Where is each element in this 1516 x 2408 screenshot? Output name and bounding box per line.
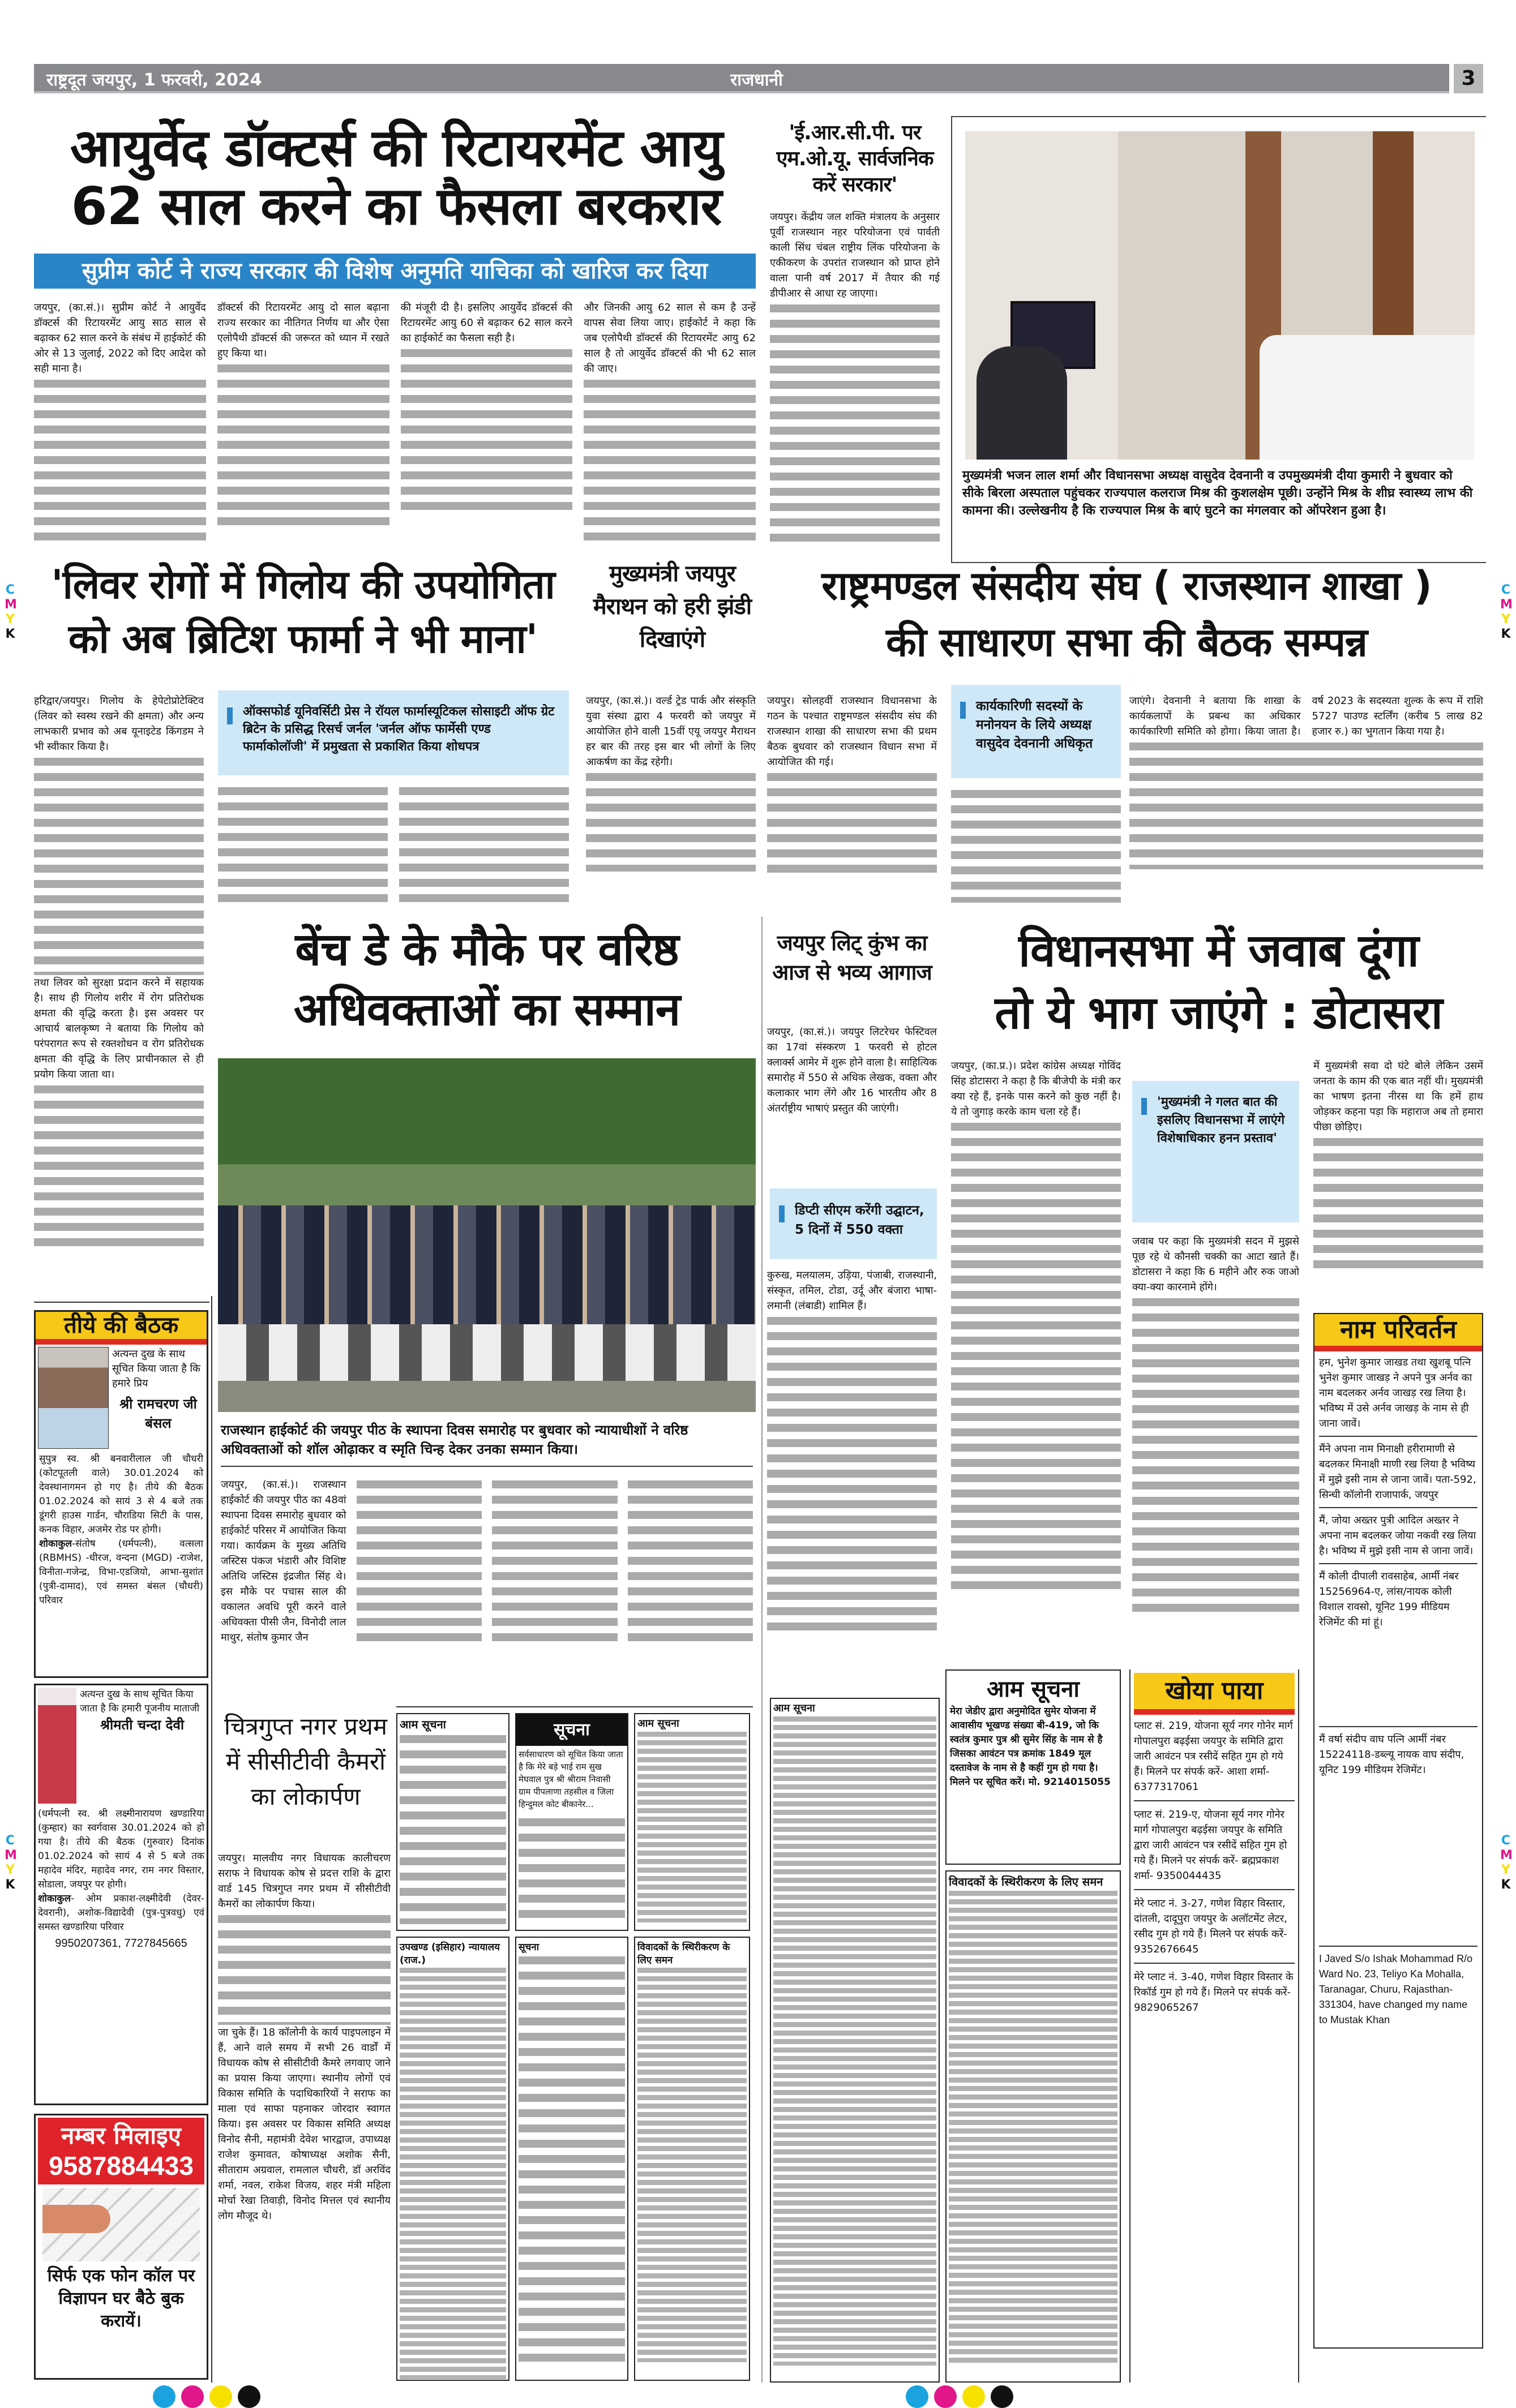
- giloy-headline-line-1: 'लिवर रोगों में गिलोय की उपयोगिता: [51, 561, 555, 608]
- notice-title: सूचना: [519, 1942, 539, 1953]
- cmyk-registration-mark: C M Y K: [1500, 1834, 1513, 1892]
- column-rule: [211, 1296, 212, 2383]
- cctv-body-text: जयपुर। मालवीय नगर विधायक कालीचरण सराफ ने विधायक कोष से प्रदत्त राशि के द्वारा वार्ड 145 चित्रगुप्त नगर प्रथम में सीसीटीवी कैमरों का लोकार्पण किया।: [218, 1852, 391, 1910]
- notice-title: विवादकों के स्थिरीकरण के लिए समन: [637, 1942, 730, 1966]
- cpa-callout: कार्यकारिणी सदस्यों के मनोनयन के लिये अध्यक्ष वासुदेव देवनानी अधिकृत: [951, 685, 1121, 778]
- cpa-body-text-2: जाएंगे। देवनानी ने बताया कि शाखा के कार्यकलापों के प्रबन्ध का अधिकार कार्यकारिणी समिति को होगा। किया जाता है। वर्ष 2023 के सदस्यता शुल्क के रूप में राशि 5727 पाउण्ड स्टर्लिंग (करीब 5 लाख 82 हजार रु.) का भुगतान किया गया है।: [1129, 695, 1483, 737]
- dateline: राष्ट्रदूत जयपुर, 1 फरवरी, 2024: [46, 70, 262, 90]
- obituary-name: श्रीमती चन्दा देवी: [100, 1717, 185, 1733]
- cyan-dot: [153, 2385, 175, 2408]
- governor-hospital-photo: [965, 131, 1475, 460]
- finger-icon: [42, 2205, 110, 2233]
- lead-headline: [34, 119, 759, 235]
- bench-body: [221, 1477, 753, 1647]
- notice-title: आम सूचना: [637, 1718, 679, 1729]
- magenta-dot: [181, 2385, 204, 2408]
- aam-suchna-title: आम सूचना: [987, 1676, 1080, 1702]
- name-change-notice: I Javed S/o Ishak Mohammad R/o Ward No. 23, Teliyo Ka Mohalla, Taranagar, Churu, Rajasthan-331304, have changed my name to Mustak Khan: [1319, 1953, 1473, 2025]
- name-change-title: नाम परिवर्तन: [1314, 1314, 1482, 1351]
- giloy-headline-line-2: को अब ब्रिटिश फार्मा ने भी माना': [68, 616, 538, 662]
- dotasra-body-text: जयपुर, (का.प्र.)। प्रदेश कांग्रेस अध्यक्ष गोविंद सिंह डोटासरा ने कहा है कि बीजेपी के मंत्री कर क्या रहे हैं, इनके पास करने को कुछ नहीं है। ये तो जुगाड़ करके काम चला रहे हैं।: [951, 1060, 1121, 1118]
- dotasra-headline-line-1: विधानसभा में जवाब दूंगा: [1018, 924, 1419, 977]
- mourners-label: शोकाकुल: [38, 1893, 71, 1904]
- notice-title: सूचना: [516, 1714, 627, 1746]
- notice-text: सर्वसाधारण को सूचित किया जाता है कि मेरे बड़े भाई राम सुख मेघवाल पुत्र श्री श्रीराम निवासी ग्राम पीपलाणा तहसील व जिला हिन्दुमल कोट बीकानेर...: [519, 1749, 623, 1809]
- mourners-label: शोकाकुल: [39, 1538, 72, 1549]
- lost-found-notice: मेरे प्लाट नं. 3-40, गणेश विहार विस्तार के रिकॉर्ड गुम हो गये हैं। मिलने पर संपर्क करें- 9829065267: [1134, 1971, 1294, 2014]
- dotasra-body-text-2: में मुख्यमंत्री सवा दो घंटे बोले लेकिन उसमें जनता के काम की एक बात नहीं थी। मुख्यमंत्री का भाषण इतना नीरस था कि हमें हाथ जोड़कर कहना पड़ा कि महाराज अब तो हमारा पीछा छोड़िए।: [1313, 1060, 1483, 1133]
- obituary-intro: अत्यन्त दुख के साथ सूचित किया जाता है कि हमारे प्रिय: [112, 1348, 200, 1389]
- litkumbh-body-text-2: कुरुख, मलयालम, उड़िया, पंजाबी, राजस्थानी, संस्कृत, तमिल, टोडा, उर्दू और बंजारा भाषा-लमानी (लंबाडी) शामिल हैं।: [767, 1269, 937, 1312]
- cctv-body: [218, 1851, 391, 2383]
- name-change-notice: हम, भुनेश कुमार जाखड तथा खुशबू पत्नि भुनेश कुमार जाखड़ ने अपने पुत्र अर्नव का नाम बदलकर अर्नव जाखड़ रख लिया है। भविष्य में उसे अर्नव जाखड़ के नाम से ही जाना जावें।: [1319, 1355, 1478, 1437]
- giloy-headline: [34, 557, 572, 666]
- notice-title: आम सूचना: [773, 1702, 815, 1714]
- person-figure: [977, 346, 1067, 460]
- obituary-photo: [38, 1347, 109, 1449]
- notice: [515, 1937, 628, 2381]
- notice-column: [770, 1698, 940, 2383]
- mourners-list: -संतोष (धर्मपत्नी), वत्सला (RBMHS) -धीरज, वन्दना (MGD) -राजेश, विनीता-गजेन्द्र, विभा-एडजियो, आभा-सुशांत (पुत्री-दामाद), एवं समस्त बंसल (चौधरी) परिवार: [39, 1538, 203, 1606]
- yellow-dot: [962, 2385, 985, 2408]
- lead-body-paragraph: और जिनकी आयु 62 साल से कम है उन्हें वापस सेवा लिया जाए। हाईकोर्ट ने कहा कि जब एलोपैथी डॉक्टर्स की रिटायरमेंट आयु 62 साल है तो आयुर्वेद डॉक्टर्स की भी 62 साल की जाए।: [584, 302, 756, 375]
- yellow-dot: [209, 2385, 232, 2408]
- litkumbh-callout: डिप्टी सीएम करेंगी उद्घाटन, 5 दिनों में 550 वक्ता: [770, 1188, 937, 1259]
- cpa-body-2: [1129, 693, 1483, 903]
- litkumbh-body-2: [767, 1268, 937, 1644]
- dotasra-body-2: [1313, 1058, 1483, 1307]
- cpa-headline: [767, 557, 1486, 671]
- cpa-headline-line-1: राष्ट्रमण्डल संसदीय संघ ( राजस्थान शाखा ): [821, 563, 1432, 609]
- section-name: राजधानी: [730, 70, 783, 90]
- keypad-image: [42, 2188, 200, 2261]
- giloy-callout: ऑक्सफोर्ड यूनिवर्सिटी प्रेस ने रॉयल फार्मास्यूटिकल सोसाइटी ऑफ ग्रेट ब्रिटेन के प्रसिद्ध रिसर्च जर्नल 'जर्नल ऑफ फार्मेसी एण्ड फार्माकोलॉजी' में प्रमुखता से प्रकाशित किया शोधपत्र: [218, 690, 569, 775]
- giloy-body-col: [34, 693, 204, 1293]
- notice: [634, 1937, 750, 2381]
- page-number: 3: [1454, 64, 1483, 93]
- notice: [634, 1713, 750, 1931]
- cmyk-registration-mark: C M Y K: [5, 583, 17, 641]
- black-dot: [238, 2385, 260, 2408]
- bench-photo-caption: राजस्थान हाईकोर्ट की जयपुर पीठ के स्थापना दिवस समारोह पर बुधवार को न्यायाधीशों ने वरिष्ठ अधिवक्ताओं को शॉल ओढ़ाकर व स्मृति चिन्ह देकर उनका सम्मान किया।: [221, 1422, 688, 1457]
- dotasra-body-text-3: जवाब पर कहा कि मुख्यमंत्री सदन में मुझसे पूछ रहे थे कौनसी चक्की का आटा खाते हैं। डोटासरा ने कहा कि 6 महीने और रुक जाओ क्या-क्या कारनामे होंगे।: [1132, 1235, 1299, 1293]
- marathon-body-text: जयपुर, (का.सं.)। वर्ल्ड ट्रेड पार्क और संस्कृति युवा संस्था द्वारा 4 फरवरी को जयपुर में आयोजित होने वाली 15वीं एयू जयपुर मैराथन हर बार की तरह इस बार भी लोगों के लिए आकर्षण का केंद्र रहेगी।: [586, 695, 756, 768]
- magenta-dot: [934, 2385, 957, 2408]
- page-header-bar: [34, 64, 1449, 93]
- name-change-notice: मैं वर्षा संदीप वाघ पत्नि आर्मी नंबर 15224118-डब्ल्यू नायक वाघ संदीप, यूनिट 199 मीडियम रेजिमेंट।: [1319, 1732, 1478, 1947]
- lost-found-title: खोया पाया: [1134, 1673, 1295, 1715]
- obituary-phones: 9950207361, 7727845665: [55, 1937, 187, 1950]
- dotasra-headline: [951, 920, 1486, 1044]
- cyan-dot: [906, 2385, 928, 2408]
- name-change-section: [1313, 1313, 1483, 2349]
- notice: [396, 1937, 509, 2381]
- litkumbh-headline: जयपुर लिट् कुंभ का आज से भव्य आगाज: [772, 930, 932, 985]
- booking-ad: [34, 2114, 208, 2380]
- ad-tagline: सिर्फ एक फोन कॉल पर विज्ञापन घर बैठे बुक करायें।: [47, 2266, 195, 2331]
- aam-suchna-notice: [945, 1669, 1121, 1865]
- black-dot: [991, 2385, 1013, 2408]
- name-change-notice: मैं, जोया अख्तर पुत्री आदिल अख्तर ने अपना नाम बदलकर जोया नकवी रख लिया है। भविष्य में मुझे इसी नाम से जाना जावें।: [1319, 1513, 1478, 1564]
- aam-suchna-text: मेरा जेडीए द्वारा अनुमोदित सुमेर योजना में आवासीय भूखण्ड संख्या बी-419, जो कि स्वतंत्र कुमार पुत्र श्री सुमेर सिंह के नाम से है जिसका आवंटन पत्र क्रमांक 1849 मूल दस्तावेज के नाम से है कहीं गुम हो गया है। मिलने पर सूचित करें। मो. 9214015055: [950, 1706, 1111, 1788]
- bench-group-photo: [218, 1058, 756, 1412]
- cctv-headline: चित्रगुप्त नगर प्रथम में सीसीटीवी कैमरों का लोकार्पण: [224, 1712, 387, 1810]
- lead-headline-line-1: आयुर्वेद डॉक्टर्स की रिटायरमेंट आयु: [70, 118, 723, 178]
- lead-body-paragraph: जयपुर, (का.सं.)। सुप्रीम कोर्ट ने आयुर्वेद डॉक्टर्स की रिटायरमेंट आयु साठ साल से बढ़ाकर 62 साल करने के संबंध में हाईकोर्ट की ओर से 13 जुलाई, 2022 को दिए आदेश को सही माना है।: [34, 302, 206, 375]
- marathon-body: [586, 693, 756, 903]
- cmyk-registration-mark: C M Y K: [1500, 583, 1513, 641]
- marathon-headline: मुख्यमंत्री जयपुर मैराथन को हरी झंडी दिखाएंगे: [593, 561, 752, 653]
- mourners-list: - ओम प्रकाश-लक्ष्मीदेवी (देवर-देवरानी), अशोक-विद्यादेवी (पुत्र-पुत्रवधु) एवं समस्त खण्डारिया परिवार: [38, 1893, 204, 1933]
- ercp-headline: 'ई.आर.सी.पी. पर एम.ओ.यू. सार्वजनिक करें सरकार': [776, 121, 933, 196]
- lost-found-notice: प्लाट सं. 219, योजना सूर्य नगर गोनेर मार्ग गोपालपुरा बढ़ईसा जयपुर के समिति द्वारा जारी आवंटन पत्र रसीदें सहित गुम हो गये हैं। मिलने पर संपर्क करें- आशा शर्मा- 6377317061: [1134, 1718, 1295, 1801]
- cctv-body-text-2: जा चुके हैं। 18 कॉलोनी के कार्य पाइपलाइन में हैं, आने वाले समय में सभी 26 वार्डों में विधायक कोष से सीसीटीवी कैमरे लगवाए जाने का प्रयास किया जाएगा। स्थानीय लोगों एवं विकास समिति के पदाधिकारियों ने सराफ का माला एवं साफा पहनाकर जोरदार स्वागत किया। इस अवसर पर विकास समिति अध्यक्ष विनोद सैनी, महामंत्री देवेश भारद्वाज, उपाध्यक्ष राजेश कुमावत, कोषाध्यक्ष अशोक सैनी, सीताराम अग्रवाल, रामलाल चौधरी, डॉ अरविंद शर्मा, नवल, राकेश विजय, शहर मंत्री महिला मोर्चा रेखा तिवाड़ी, विनोद मित्तल एवं स्थानीय लोग मौजूद थे।: [218, 2027, 391, 2222]
- bench-headline-line-1: बेंच डे के मौके पर वरिष्ठ: [295, 923, 679, 976]
- obituary-title: तीये की बैठक: [36, 1312, 207, 1345]
- top-photo-caption: मुख्यमंत्री भजन लाल शर्मा और विधानसभा अध्यक्ष वासुदेव देवनानी व उपमुख्यमंत्री दीया कुमारी ने बुधवार को सीके बिरला अस्पताल पहुंचकर राज्यपाल कलराज मिश्र की कुशलक्षेम पूछी। उन्होंने मिश्र के शीघ्र स्वास्थ्य लाभ की कामना की। उल्लेखनीय है कि राज्यपाल मिश्र के बाएं घुटने का मंगलवार को ऑपरेशन हुआ है।: [962, 469, 1473, 518]
- lead-body: [34, 300, 756, 566]
- bench-body-text: जयपुर, (का.सं.)। राजस्थान हाईकोर्ट की जयपुर पीठ का 48वां स्थापना दिवस समारोह बुधवार को हाईकोर्ट परिसर में आयोजित किया गया। कार्यक्रम के मुख्य अतिथि जस्टिस पंकज भंडारी और विशिष्ट अतिथि जस्टिस इंद्रजीत सिंह थे। इस मौके पर पचास साल की वकालत अवधि पूरी करने वाले अधिवक्ता पीसी जैन, विनोदी लाल माथुर, संतोष कुमार जैन: [221, 1479, 346, 1643]
- lost-found-notice: प्लाट सं. 219-ए, योजना सूर्य नगर गोनेर मार्ग गोपालपुरा बढ़ईसा जयपुर के समिति द्वारा जारी आवंटन पत्र रसीदें सहित गुम हो गये हैं। मिलने पर संपर्क करें- ब्रह्मप्रकाश शर्मा- 9350044435: [1134, 1807, 1295, 1890]
- notice: [396, 1713, 509, 1931]
- obituary-ramcharan: [34, 1310, 208, 1678]
- crowd: [218, 1205, 756, 1336]
- obituary-text: (धर्मपत्नी स्व. श्री लक्ष्मीनारायण खण्डारिया (कुम्हार) का स्वर्गवास 30.01.2024 को हो गया है। तीये की बैठक (गुरुवार) दिनांक 01.02.2024 को सायं 4 से 5 बजे तक महादेव मंदिर, महादेव नगर, राम नगर विस्तार, सोडाला, जयपुर पर होगी।: [38, 1808, 204, 1890]
- divider: [221, 1466, 753, 1467]
- divider: [34, 1302, 209, 1303]
- notice-title: उपखण्ड (इसिहार) न्यायालय (राज.): [400, 1942, 500, 1966]
- name-change-notice: मैं कोली दीपाली रावसाहेब, आर्मी नंबर 15256964-ए, लांस/नायक कोली विशाल रावसो, यूनिट 199 मीडियम रेजिमेंट की मां हूं।: [1319, 1569, 1478, 1727]
- giloy-body-text-2: तथा लिवर को सुरक्षा प्रदान करने में सहायक है। साथ ही गिलोय शरीर में रोग प्रतिरोधक क्षमता की वृद्धि करता है। इस अवसर पर आचार्य बालकृष्ण ने बताया कि गिलोय को परंपरागत रूप से रक्तशोधन व रोग प्रतिरोधक क्षमता की वृद्धि के लिए प्राचीनकाल से ही प्रयोग किया जाता था।: [34, 977, 204, 1080]
- bench-headline: [221, 920, 753, 1040]
- obituary-chanda-devi: [34, 1684, 208, 2105]
- ercp-body: [770, 209, 940, 566]
- giloy-body-text: हरिद्वार/जयपुर। गिलोय के हेपेटोप्रोटेक्टिव (लिवर को स्वस्थ रखने की क्षमता) और अन्य लाभकारी प्रभाव को अब यूनाइटेड किंगडम ने भी स्वीकार किया है।: [34, 695, 204, 753]
- legal-notices: [396, 1706, 753, 2383]
- ad-phone-number: 9587884433: [49, 2151, 194, 2180]
- obituary-text: सुपुत्र स्व. श्री बनवारीलाल जी चौधरी (कोटपूतली वाले) 30.01.2024 को देवस्थानागमन हो गए है। तीये की बैठक 01.02.2024 को सायं 3 से 4 बजे तक डूंगरी हाउस गार्डन, चौराडिया सिटी के पास, कनक विहार, अजमेर रोड पर होगी।: [39, 1453, 203, 1535]
- litkumbh-body: [767, 1024, 937, 1183]
- giloy-body-cols: [218, 784, 569, 903]
- obituary-intro: अत्यन्त दुख के साथ सूचित किया जाता है कि हमारी पूजनीय माताजी: [80, 1689, 200, 1714]
- cpa-body-filler: [951, 787, 1121, 903]
- notice-title: आम सूचना: [400, 1718, 446, 1731]
- obituary-photo: [38, 1688, 76, 1804]
- ercp-body-text: जयपुर। केंद्रीय जल शक्ति मंत्रालय के अनुसार पूर्वी राजस्थान नहर परियोजना एवं पार्वती काली सिंध चंबल राष्ट्रीय लिंक परियोजना के एकीकरण के उपरांत राजस्थान को प्राप्त होने वाला पानी वर्ष 2017 में तैयार की गई डीपीआर से आधा रह जाएगा।: [770, 211, 940, 299]
- cmyk-registration-mark: C M Y K: [5, 1834, 17, 1892]
- dotasra-body: [951, 1058, 1121, 1641]
- seated-row: [218, 1324, 756, 1381]
- dotasra-callout: 'मुख्यमंत्री ने गलत बात की इसलिए विधानसभा में लाएंगे विशेषाधिकार हनन प्रस्ताव': [1132, 1081, 1299, 1222]
- dotasra-headline-line-2: तो ये भाग जाएंगे : डोटासरा: [995, 986, 1442, 1039]
- notice-title: विवादकों के स्थिरीकरण के लिए समन: [949, 1875, 1103, 1888]
- vivadak-notice: [945, 1870, 1121, 2383]
- lost-found-notice: मेरे प्लाट नं. 3-27, गणेश विहार विस्तार, दांतली, दादूपुरा जयपुर के अलॉटमेंट लेटर, रसीद गुम हो गये हैं। मिलने पर संपर्क करें- 9352676645: [1134, 1896, 1295, 1964]
- notice: [515, 1713, 628, 1931]
- bench-headline-line-2: अधिवक्ताओं का सम्मान: [293, 983, 680, 1036]
- cpa-body: [767, 693, 937, 903]
- cpa-body-text: जयपुर। सोलहवीं राजस्थान विधानसभा के गठन के पश्चात राष्ट्रमण्डल संसदीय संघ की राजस्थान शाखा की साधारण सभा की प्रथम बैठक बुधवार को राजस्थान विधान सभा में आयोजित की गई।: [767, 695, 937, 768]
- litkumbh-body-text: जयपुर, (का.सं.)। जयपुर लिटरेचर फेस्टिवल का 17वां संस्करण 1 फरवरी से होटल क्लार्क्स आमेर में शुरू होने वाला है। साहित्यिक समारोह में 550 से अधिक लेखक, वक्ता और कलाकार भाग लेंगे और 16 भारतीय और 8 अंतर्राष्ट्रीय भाषाएं प्रस्तुत की जाएंगी।: [767, 1026, 937, 1114]
- hospital-bed: [1260, 335, 1475, 460]
- obituary-name: श्री रामचरण जी बंसल: [119, 1396, 197, 1431]
- lead-body-paragraph: डॉक्टर्स की रिटायरमेंट आयु दो साल बढ़ाना राज्य सरकार का नीतिगत निर्णय था और ऐसा एलोपैथी डॉक्टर्स की जरूरत को ध्यान में रखते हुए किया था।: [217, 302, 389, 359]
- lead-subhead: सुप्रीम कोर्ट ने राज्य सरकार की विशेष अनुमति याचिका को खारिज कर दिया: [34, 254, 756, 289]
- lost-found-section: [1129, 1669, 1299, 2383]
- lead-body-paragraph: की मंजूरी दी है। इसलिए आयुर्वेद डॉक्टर्स की रिटायरमेंट आयु 60 से बढ़ाकर 62 साल करने का हाईकोर्ट का फैसला सही है।: [400, 302, 573, 344]
- cpa-headline-line-2: की साधारण सभा की बैठक सम्पन्न: [886, 619, 1367, 666]
- ad-title: नम्बर मिलाइए: [61, 2122, 181, 2149]
- column-rule: [761, 917, 763, 2383]
- name-change-notice: मैंने अपना नाम मिनाक्षी हरीरामाणी से बदलकर मिनाक्षी माणी रख लिया है भविष्य में मुझे इसी नाम से जाना जावें। पता-592, सिन्धी कॉलोनी राजापार्क, जयपुर: [1319, 1441, 1478, 1508]
- lead-headline-line-2: 62 साल करने का फैसला बरकरार: [71, 176, 722, 237]
- dotasra-body-3: [1132, 1234, 1299, 1641]
